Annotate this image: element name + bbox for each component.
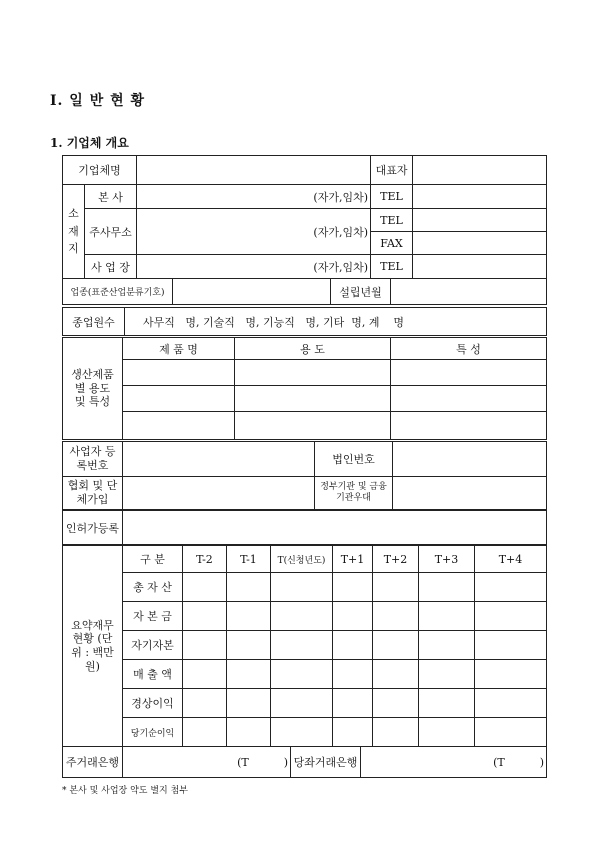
finance-row-label: 매 출 액 xyxy=(123,660,183,689)
finance-cell[interactable] xyxy=(475,573,547,602)
finance-cell[interactable] xyxy=(227,573,271,602)
finance-cell[interactable] xyxy=(333,718,373,747)
finance-header: T-1 xyxy=(227,546,271,573)
company-name-label: 기업체명 xyxy=(63,156,137,185)
main-office-fax-field[interactable] xyxy=(413,232,547,255)
finance-cell[interactable] xyxy=(475,718,547,747)
finance-cell[interactable] xyxy=(419,573,475,602)
bank-table xyxy=(62,746,547,778)
finance-cell[interactable] xyxy=(373,660,419,689)
finance-header: T+1 xyxy=(333,546,373,573)
product-cell[interactable] xyxy=(123,360,235,386)
finance-cell[interactable] xyxy=(183,689,227,718)
finance-cell[interactable] xyxy=(373,602,419,631)
product-feature-header: 특 성 xyxy=(391,338,547,360)
finance-cell[interactable] xyxy=(373,573,419,602)
finance-cell[interactable] xyxy=(419,718,475,747)
worksite-tel-label: TEL xyxy=(371,255,413,279)
industry-label: 업종(표준산업분류기호) xyxy=(63,279,173,305)
product-cell[interactable] xyxy=(235,360,391,386)
finance-cell[interactable] xyxy=(183,573,227,602)
corp-reg-label: 법인번호 xyxy=(315,442,393,477)
finance-row-label: 자기자본 xyxy=(123,631,183,660)
finance-header: T(신청년도) xyxy=(271,546,333,573)
products-label: 생산제품 별 용도 및 특성 xyxy=(63,338,123,440)
finance-cell[interactable] xyxy=(333,660,373,689)
finance-cell[interactable] xyxy=(419,689,475,718)
worksite-label: 사 업 장 xyxy=(85,255,137,279)
worksite-ownership[interactable]: (자가,임차) xyxy=(137,255,371,279)
finance-cell[interactable] xyxy=(271,602,333,631)
hq-ownership[interactable]: (자가,임차) xyxy=(137,185,371,209)
main-office-label: 주사무소 xyxy=(85,209,137,255)
finance-label: 요약재무 현황 (단위 : 백만원) xyxy=(63,546,123,747)
products-table xyxy=(62,337,547,440)
finance-cell[interactable] xyxy=(227,718,271,747)
finance-row-label: 당기순이익 xyxy=(123,718,183,747)
finance-cell[interactable] xyxy=(333,689,373,718)
finance-cell[interactable] xyxy=(227,602,271,631)
representative-field[interactable] xyxy=(413,156,547,185)
product-cell[interactable] xyxy=(391,386,547,412)
current-bank-label: 당좌거래은행 xyxy=(291,747,361,778)
footnote: * 본사 및 사업장 약도 별지 첨부 xyxy=(62,786,188,796)
association-field[interactable] xyxy=(123,477,315,510)
finance-cell[interactable] xyxy=(475,602,547,631)
established-field[interactable] xyxy=(391,279,547,305)
license-field[interactable] xyxy=(123,511,547,545)
current-bank-field[interactable]: (T ) xyxy=(361,747,547,778)
company-name-field[interactable] xyxy=(137,156,371,185)
corp-reg-field[interactable] xyxy=(393,442,547,477)
product-cell[interactable] xyxy=(235,412,391,440)
product-cell[interactable] xyxy=(391,412,547,440)
registration-table xyxy=(62,441,547,510)
finance-cell[interactable] xyxy=(271,689,333,718)
license-label: 인허가등록 xyxy=(63,511,123,545)
license-table xyxy=(62,510,547,545)
representative-label: 대표자 xyxy=(371,156,413,185)
hq-tel-label: TEL xyxy=(371,185,413,209)
main-bank-label: 주거래은행 xyxy=(63,747,123,778)
finance-cell[interactable] xyxy=(333,573,373,602)
finance-cell[interactable] xyxy=(183,660,227,689)
finance-cell[interactable] xyxy=(419,631,475,660)
finance-cell[interactable] xyxy=(373,631,419,660)
finance-cell[interactable] xyxy=(373,718,419,747)
employees-label: 종업원수 xyxy=(63,308,125,336)
hq-tel-field[interactable] xyxy=(413,185,547,209)
finance-cell[interactable] xyxy=(333,631,373,660)
finance-row-label: 총 자 산 xyxy=(123,573,183,602)
finance-cell[interactable] xyxy=(271,573,333,602)
finance-cell[interactable] xyxy=(183,718,227,747)
finance-cell[interactable] xyxy=(271,631,333,660)
subsection-title: 1. 기업체 개요 xyxy=(50,136,129,150)
association-label: 협회 및 단체가입 xyxy=(63,477,123,510)
finance-header: T+3 xyxy=(419,546,475,573)
product-cell[interactable] xyxy=(123,412,235,440)
finance-cell[interactable] xyxy=(373,689,419,718)
main-office-tel-label: TEL xyxy=(371,209,413,232)
location-label: 소재지 xyxy=(63,185,85,279)
finance-table xyxy=(62,545,547,747)
finance-cell[interactable] xyxy=(271,660,333,689)
gov-label: 정부기관 및 금융기관우대 xyxy=(315,477,393,510)
finance-cell[interactable] xyxy=(333,602,373,631)
product-name-header: 제 품 명 xyxy=(123,338,235,360)
established-label: 설립년월 xyxy=(331,279,391,305)
employees-field[interactable]: 사무직 명, 기술직 명, 기능직 명, 기타 명, 계 명 xyxy=(125,308,547,336)
finance-row-label: 자 본 금 xyxy=(123,602,183,631)
finance-header: T-2 xyxy=(183,546,227,573)
finance-cell[interactable] xyxy=(419,602,475,631)
product-cell[interactable] xyxy=(123,386,235,412)
product-cell[interactable] xyxy=(391,360,547,386)
finance-cell[interactable] xyxy=(475,660,547,689)
finance-cell[interactable] xyxy=(475,689,547,718)
finance-cell[interactable] xyxy=(271,718,333,747)
worksite-tel-field[interactable] xyxy=(413,255,547,279)
company-info-table xyxy=(62,155,547,279)
finance-cell[interactable] xyxy=(183,631,227,660)
employees-table xyxy=(62,307,547,336)
finance-cell[interactable] xyxy=(227,689,271,718)
finance-cell[interactable] xyxy=(475,631,547,660)
gov-field[interactable] xyxy=(393,477,547,510)
finance-header: T+4 xyxy=(475,546,547,573)
industry-field[interactable] xyxy=(173,279,331,305)
finance-header: T+2 xyxy=(373,546,419,573)
finance-cell[interactable] xyxy=(183,602,227,631)
main-bank-field[interactable]: (T ) xyxy=(123,747,291,778)
section-title: Ⅰ. 일 반 현 황 xyxy=(50,93,146,109)
product-usage-header: 용 도 xyxy=(235,338,391,360)
main-office-tel-field[interactable] xyxy=(413,209,547,232)
business-reg-field[interactable] xyxy=(123,442,315,477)
main-office-fax-label: FAX xyxy=(371,232,413,255)
product-cell[interactable] xyxy=(235,386,391,412)
finance-row-label: 경상이익 xyxy=(123,689,183,718)
finance-cell[interactable] xyxy=(227,631,271,660)
finance-cell[interactable] xyxy=(419,660,475,689)
finance-header: 구 분 xyxy=(123,546,183,573)
business-reg-label: 사업자 등록번호 xyxy=(63,442,123,477)
hq-label: 본 사 xyxy=(85,185,137,209)
finance-cell[interactable] xyxy=(227,660,271,689)
main-office-ownership[interactable]: (자가,임차) xyxy=(137,209,371,255)
industry-table xyxy=(62,278,547,305)
